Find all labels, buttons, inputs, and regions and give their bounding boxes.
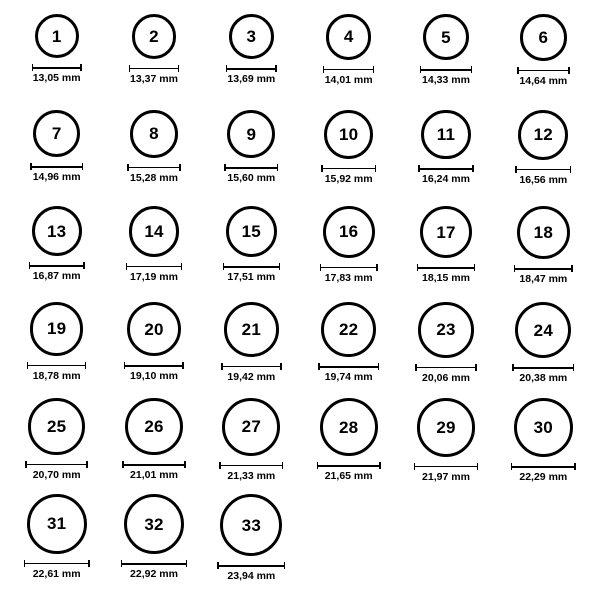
diameter-measure [30, 163, 83, 184]
ring-size-label: 13 [47, 221, 67, 241]
diameter-label: 20,70 mm [32, 468, 81, 481]
ring-size-item[interactable] [300, 106, 397, 202]
ring-size-label: 2 [149, 26, 159, 46]
diameter-label: 17,19 mm [130, 270, 178, 283]
ring-circle [224, 302, 279, 357]
ring-size-label: 10 [339, 124, 359, 144]
ring-size-label: 19 [47, 319, 67, 339]
diameter-label: 16,56 mm [519, 173, 568, 186]
measure-bar-icon [129, 65, 180, 72]
ring-size-item[interactable] [105, 490, 202, 586]
diameter-measure [321, 165, 376, 186]
ring-size-label: 9 [246, 124, 257, 144]
ring-size-item[interactable] [203, 202, 300, 298]
diameter-label: 14,01 mm [324, 73, 373, 86]
ring-circle [222, 398, 280, 456]
ring-size-label: 26 [144, 417, 164, 437]
ring-circle [33, 110, 80, 157]
ring-size-grid [8, 10, 592, 586]
ring-circle [129, 206, 180, 257]
diameter-label: 20,06 mm [422, 371, 470, 384]
diameter-label: 19,10 mm [130, 370, 178, 382]
ring-size-label: 25 [47, 416, 67, 436]
ring-size-item[interactable] [397, 10, 494, 106]
ring-circle [423, 14, 469, 60]
diameter-measure [323, 66, 375, 87]
diameter-measure [221, 363, 282, 384]
diameter-label: 13,69 mm [227, 73, 276, 86]
measure-bar-icon [321, 165, 376, 172]
diameter-label: 21,65 mm [324, 470, 373, 483]
measure-bar-icon [417, 264, 475, 271]
ring-size-item[interactable] [203, 394, 300, 490]
measure-bar-icon [415, 364, 477, 371]
ring-size-item[interactable] [105, 202, 202, 298]
measure-bar-icon [323, 66, 375, 73]
ring-circle [35, 14, 79, 58]
diameter-label: 15,92 mm [324, 172, 373, 185]
ring-size-item[interactable] [8, 394, 105, 490]
ring-size-label: 5 [441, 27, 451, 47]
diameter-measure [414, 463, 479, 484]
ring-circle [227, 110, 275, 158]
measure-bar-icon [514, 265, 573, 272]
ring-size-item[interactable] [105, 298, 202, 394]
ring-size-item[interactable] [203, 106, 300, 202]
diameter-measure [217, 562, 285, 583]
ring-size-item[interactable] [300, 10, 397, 106]
measure-bar-icon [30, 163, 83, 170]
ring-size-item[interactable] [105, 10, 202, 106]
ring-size-label: 11 [436, 125, 456, 145]
diameter-measure [512, 364, 574, 385]
ring-size-label: 32 [144, 514, 164, 534]
diameter-measure [124, 362, 184, 383]
diameter-label: 21,97 mm [422, 470, 470, 483]
ring-circle [226, 206, 277, 257]
ring-circle [125, 398, 182, 455]
ring-size-item[interactable] [8, 202, 105, 298]
diameter-measure [24, 560, 90, 581]
diameter-measure [126, 263, 183, 284]
ring-circle [127, 302, 181, 356]
ring-size-label: 4 [343, 27, 354, 47]
ring-size-item[interactable] [300, 202, 397, 298]
ring-size-label: 18 [533, 223, 553, 242]
diameter-label: 13,05 mm [32, 72, 81, 84]
ring-circle [418, 302, 474, 358]
diameter-label: 18,78 mm [32, 369, 81, 382]
ring-size-item[interactable] [495, 394, 592, 490]
measure-bar-icon [515, 166, 571, 173]
ring-size-label: 21 [241, 319, 261, 339]
ring-size-item[interactable] [105, 394, 202, 490]
diameter-label: 22,29 mm [519, 471, 568, 484]
measure-bar-icon [121, 560, 187, 567]
ring-circle [132, 14, 177, 59]
diameter-measure [25, 461, 88, 482]
ring-size-item[interactable] [203, 298, 300, 394]
measure-bar-icon [24, 560, 90, 567]
diameter-measure [418, 165, 473, 186]
diameter-measure [226, 65, 277, 86]
ring-circle [517, 206, 570, 259]
ring-circle [518, 110, 568, 160]
measure-bar-icon [414, 463, 479, 470]
measure-bar-icon [32, 64, 82, 71]
ring-size-label: 16 [339, 222, 359, 242]
ring-size-label: 29 [436, 417, 456, 437]
ring-size-item[interactable] [8, 490, 105, 586]
diameter-label: 23,94 mm [227, 570, 276, 582]
ring-circle [130, 110, 178, 158]
ring-size-label: 27 [241, 417, 261, 437]
measure-bar-icon [320, 264, 378, 271]
ring-circle [417, 398, 476, 457]
ring-size-label: 14 [144, 221, 164, 241]
ring-circle [326, 14, 372, 60]
ring-circle [514, 398, 573, 457]
measure-bar-icon [517, 67, 570, 74]
measure-bar-icon [127, 164, 181, 171]
ring-size-label: 31 [47, 514, 67, 534]
measure-bar-icon [219, 462, 283, 469]
ring-size-item[interactable] [8, 106, 105, 202]
diameter-label: 15,28 mm [130, 171, 178, 184]
ring-size-item[interactable] [203, 490, 300, 586]
measure-bar-icon [124, 362, 184, 369]
diameter-label: 18,47 mm [519, 273, 568, 285]
ring-circle [520, 14, 567, 61]
ring-size-label: 7 [51, 124, 62, 144]
diameter-label: 15,60 mm [227, 172, 276, 185]
ring-size-label: 12 [533, 125, 553, 145]
measure-bar-icon [217, 562, 285, 569]
ring-size-item[interactable] [397, 298, 494, 394]
ring-size-item[interactable] [300, 298, 397, 394]
diameter-label: 16,87 mm [32, 270, 81, 283]
diameter-label: 19,42 mm [227, 370, 276, 383]
ring-size-label: 24 [533, 320, 553, 340]
ring-size-label: 22 [339, 320, 359, 340]
ring-size-item[interactable] [203, 10, 300, 106]
measure-bar-icon [122, 461, 185, 468]
measure-bar-icon [318, 363, 379, 370]
diameter-measure [121, 560, 187, 581]
ring-size-label: 1 [51, 26, 62, 46]
diameter-measure [415, 364, 477, 385]
diameter-measure [224, 164, 278, 185]
ring-size-item[interactable] [397, 202, 494, 298]
diameter-measure [420, 66, 472, 87]
diameter-measure [219, 462, 283, 483]
diameter-label: 21,33 mm [227, 469, 276, 482]
ring-circle [323, 206, 375, 258]
measure-bar-icon [317, 462, 381, 469]
diameter-measure [515, 166, 571, 187]
diameter-label: 17,51 mm [227, 271, 276, 284]
ring-size-label: 17 [436, 222, 456, 242]
diameter-measure [317, 462, 381, 483]
ring-circle [32, 206, 82, 256]
ring-size-label: 20 [144, 319, 164, 339]
ring-circle [324, 110, 373, 159]
diameter-label: 14,96 mm [32, 171, 81, 184]
diameter-measure [223, 263, 280, 284]
diameter-measure [129, 65, 180, 86]
ring-circle [30, 302, 84, 356]
ring-circle [321, 302, 376, 357]
ring-size-item[interactable] [495, 202, 592, 298]
measure-bar-icon [512, 364, 574, 371]
diameter-label: 22,92 mm [130, 568, 178, 581]
ring-size-label: 30 [533, 418, 553, 438]
ring-size-item[interactable] [8, 10, 105, 106]
ring-circle [515, 302, 571, 358]
ring-circle [420, 206, 472, 258]
ring-size-label: 8 [149, 124, 159, 144]
diameter-measure [27, 362, 87, 383]
measure-bar-icon [25, 461, 88, 468]
diameter-measure [511, 463, 576, 484]
diameter-measure [32, 64, 82, 85]
measure-bar-icon [226, 65, 277, 72]
ring-size-item[interactable] [105, 106, 202, 202]
ring-circle [28, 398, 85, 455]
ring-size-label: 15 [241, 222, 261, 242]
ring-circle [229, 14, 274, 59]
ring-size-item[interactable] [397, 106, 494, 202]
ring-size-label: 28 [339, 417, 359, 437]
measure-bar-icon [420, 66, 472, 73]
measure-bar-icon [511, 463, 576, 470]
ring-circle [421, 110, 470, 159]
ring-circle [124, 494, 184, 554]
ring-size-item[interactable] [495, 106, 592, 202]
diameter-label: 17,83 mm [324, 271, 373, 284]
ring-circle [220, 494, 282, 556]
diameter-label: 14,64 mm [519, 74, 568, 87]
measure-bar-icon [27, 362, 87, 369]
ring-size-item[interactable] [495, 298, 592, 394]
diameter-label: 20,38 mm [519, 372, 568, 385]
diameter-label: 21,01 mm [130, 469, 178, 482]
ring-size-item[interactable] [300, 394, 397, 490]
diameter-measure [514, 265, 573, 286]
measure-bar-icon [224, 164, 278, 171]
diameter-label: 16,24 mm [422, 173, 470, 186]
ring-size-label: 23 [436, 320, 456, 340]
ring-circle [27, 494, 87, 554]
measure-bar-icon [418, 165, 473, 172]
diameter-measure [517, 67, 570, 88]
ring-size-item[interactable] [8, 298, 105, 394]
diameter-label: 14,33 mm [422, 74, 470, 87]
diameter-measure [320, 264, 378, 285]
diameter-measure [417, 264, 475, 285]
measure-bar-icon [126, 263, 183, 270]
measure-bar-icon [223, 263, 280, 270]
diameter-label: 18,15 mm [422, 272, 470, 285]
diameter-label: 13,37 mm [130, 72, 178, 85]
diameter-measure [122, 461, 185, 482]
diameter-measure [127, 164, 181, 185]
diameter-label: 22,61 mm [32, 567, 81, 580]
measure-bar-icon [29, 262, 85, 269]
ring-size-label: 3 [246, 27, 257, 47]
ring-size-item[interactable] [397, 394, 494, 490]
ring-size-label: 6 [538, 27, 549, 47]
diameter-measure [318, 363, 379, 384]
diameter-measure [29, 262, 85, 283]
ring-size-label: 33 [241, 515, 261, 535]
diameter-label: 19,74 mm [324, 371, 373, 384]
ring-size-item[interactable] [495, 10, 592, 106]
ring-circle [320, 398, 378, 456]
measure-bar-icon [221, 363, 282, 370]
